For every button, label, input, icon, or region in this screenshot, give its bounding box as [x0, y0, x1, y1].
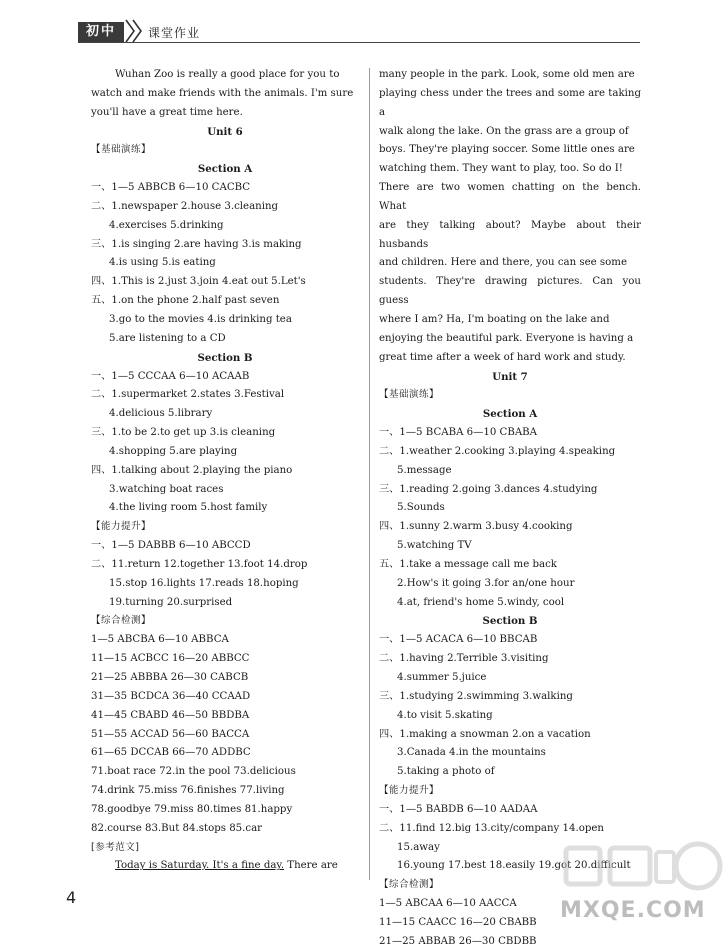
right-line: 三、1.reading 2.going 3.dances 4.studying [379, 483, 598, 495]
essay-text: There are [284, 860, 338, 872]
left-line: 15.stop 16.lights 17.reads 18.hoping [109, 577, 299, 589]
right-line: 16.young 17.best 18.easily 19.got 20.difficult [397, 860, 631, 872]
right-line: enjoying the beautiful park. Everyone is having a [379, 332, 634, 344]
left-line: 二、1.supermarket 2.states 3.Festival [91, 389, 285, 401]
left-line: 61—65 DCCAB 66—70 ADDBC [91, 747, 251, 759]
right-column [379, 66, 641, 952]
right-line: are they talking about? Maybe about their husbands [379, 219, 641, 250]
right-line: and children. Here and there, you can see some [379, 257, 627, 269]
header-tag: 初中 [78, 22, 124, 42]
left-line: 74.drink 75.miss 76.finishes 77.living [91, 785, 285, 797]
left-line: 19.turning 20.surprised [109, 596, 233, 608]
left-line: 1—5 ABCBA 6—10 ABBCA [91, 634, 229, 646]
column-divider [369, 68, 370, 880]
right-line: 3.Canada 4.in the mountains [397, 747, 546, 759]
right-line: Unit 7 [492, 370, 528, 383]
right-line: 11—15 CAACC 16—20 CBABB [379, 916, 537, 928]
page-number: 4 [66, 888, 77, 907]
left-line: 3.watching boat races [109, 483, 224, 495]
right-line: 三、1.studying 2.swimming 3.walking [379, 690, 573, 702]
right-line: 【综合检测】 [379, 879, 440, 891]
header-title: 课堂作业 [148, 26, 201, 40]
left-line: 82.course 83.But 84.stops 85.car [91, 822, 263, 834]
left-line: 4.the living room 5.host family [109, 502, 268, 514]
right-line: students. They're drawing pictures. Can you guess [379, 276, 641, 307]
right-line: great time after a week of hard work and study. [379, 351, 626, 363]
right-line: 5.Sounds [397, 502, 445, 514]
left-line: 4.is using 5.is eating [109, 257, 216, 269]
right-line: many people in the park. Look, some old men are [379, 69, 635, 80]
left-line: 二、1.newspaper 2.house 3.cleaning [91, 200, 279, 212]
left-line: Section B [197, 351, 253, 364]
right-line: boys. They're playing soccer. Some little ones are [379, 144, 635, 156]
left-line: 二、11.return 12.together 13.foot 14.drop [91, 558, 308, 570]
right-line: 二、11.find 12.big 13.city/company 14.open [379, 822, 604, 834]
left-line: Unit 6 [207, 125, 243, 138]
left-line: watch and make friends with the animals. I'm sure [91, 87, 354, 99]
right-line: 15.away [397, 841, 440, 853]
right-line: 5.watching TV [397, 540, 472, 552]
right-line: 一、1—5 BABDB 6—10 AADAA [379, 803, 538, 815]
right-line: 21—25 ABBAB 26—30 CBDBB [379, 935, 537, 947]
left-line: 4.exercises 5.drinking [109, 219, 224, 231]
right-line: where I am? Ha, I'm boating on the lake and [379, 313, 610, 325]
right-line: 【能力提升】 [379, 785, 440, 797]
right-line: 4.summer 5.juice [397, 672, 487, 683]
essay-underlined-text: Today is Saturday. It's a fine day. [115, 860, 285, 872]
right-line: 【基础演练】 [379, 389, 440, 401]
left-line: you'll have a great time here. [91, 106, 243, 118]
left-line: Wuhan Zoo is really a good place for you to [115, 69, 340, 80]
right-line: Section A [482, 408, 538, 421]
left-line: 31—35 BCDCA 36—40 CCAAD [91, 690, 251, 702]
left-line: 41—45 CBABD 46—50 BBDBA [91, 709, 250, 721]
watermark-text: MXQE.COM [560, 898, 706, 923]
left-line: 21—25 ABBBA 26—30 CABCB [91, 672, 249, 683]
left-column [91, 66, 359, 876]
right-line: watching them. They want to play, too. So do I! [379, 163, 623, 175]
right-line: There are two women chatting on the bench. What [379, 182, 641, 212]
right-line: 1—5 ABCAA 6—10 AACCA [379, 898, 517, 910]
left-line: Section A [197, 163, 253, 176]
left-line [91, 857, 359, 876]
left-line: 4.delicious 5.library [109, 408, 213, 420]
left-line: 四、1.This is 2.just 3.join 4.eat out 5.Let's [91, 276, 306, 288]
left-line: 【综合检测】 [91, 615, 152, 627]
left-line: 一、1—5 ABBCB 6—10 CACBC [91, 182, 251, 194]
left-line: 【能力提升】 [91, 521, 152, 533]
right-line: 四、1.making a snowman 2.on a vacation [379, 728, 591, 740]
left-line: 四、1.talking about 2.playing the piano [91, 464, 293, 476]
left-line: 11—15 ACBCC 16—20 ABBCC [91, 653, 250, 665]
right-line: 5.message [397, 464, 452, 476]
left-line: 三、1.to be 2.to get up 3.is cleaning [91, 427, 276, 439]
header-rule [78, 42, 640, 43]
right-line: 二、1.having 2.Terrible 3.visiting [379, 653, 549, 665]
left-line: 5.are listening to a CD [109, 332, 226, 344]
left-line: 【基础演练】 [91, 144, 152, 156]
left-line: 71.boat race 72.in the pool 73.delicious [91, 766, 296, 778]
left-line: [参考范文] [91, 841, 140, 853]
right-line: 一、1—5 ACACA 6—10 BBCAB [379, 634, 538, 646]
left-line: 三、1.is singing 2.are having 3.is making [91, 238, 302, 250]
left-line: 一、1—5 DABBB 6—10 ABCCD [91, 540, 251, 552]
right-line: 5.taking a photo of [397, 766, 495, 778]
right-line: 五、1.take a message call me back [379, 558, 557, 570]
right-line: 4.to visit 5.skating [397, 709, 493, 721]
right-line: 一、1—5 BCABA 6—10 CBABA [379, 427, 538, 439]
right-line: Section B [482, 615, 538, 628]
left-line: 五、1.on the phone 2.half past seven [91, 295, 280, 307]
left-line: 一、1—5 CCCAA 6—10 ACAAB [91, 370, 250, 382]
right-line: 4.at, friend's home 5.windy, cool [397, 596, 565, 608]
left-line: 3.go to the movies 4.is drinking tea [109, 313, 292, 325]
right-line: 二、1.weather 2.cooking 3.playing 4.speaking [379, 445, 616, 457]
left-line: 4.shopping 5.are playing [109, 445, 238, 457]
right-line: walk along the lake. On the grass are a group of [379, 125, 629, 137]
right-line: 四、1.sunny 2.warm 3.busy 4.cooking [379, 521, 573, 533]
right-line: playing chess under the trees and some are taking a [379, 87, 641, 118]
left-line: 51—55 ACCAD 56—60 BACCA [91, 728, 250, 740]
left-line: 78.goodbye 79.miss 80.times 81.happy [91, 803, 293, 815]
page-header [0, 0, 728, 48]
right-line: 2.How's it going 3.for an/one hour [397, 577, 575, 589]
